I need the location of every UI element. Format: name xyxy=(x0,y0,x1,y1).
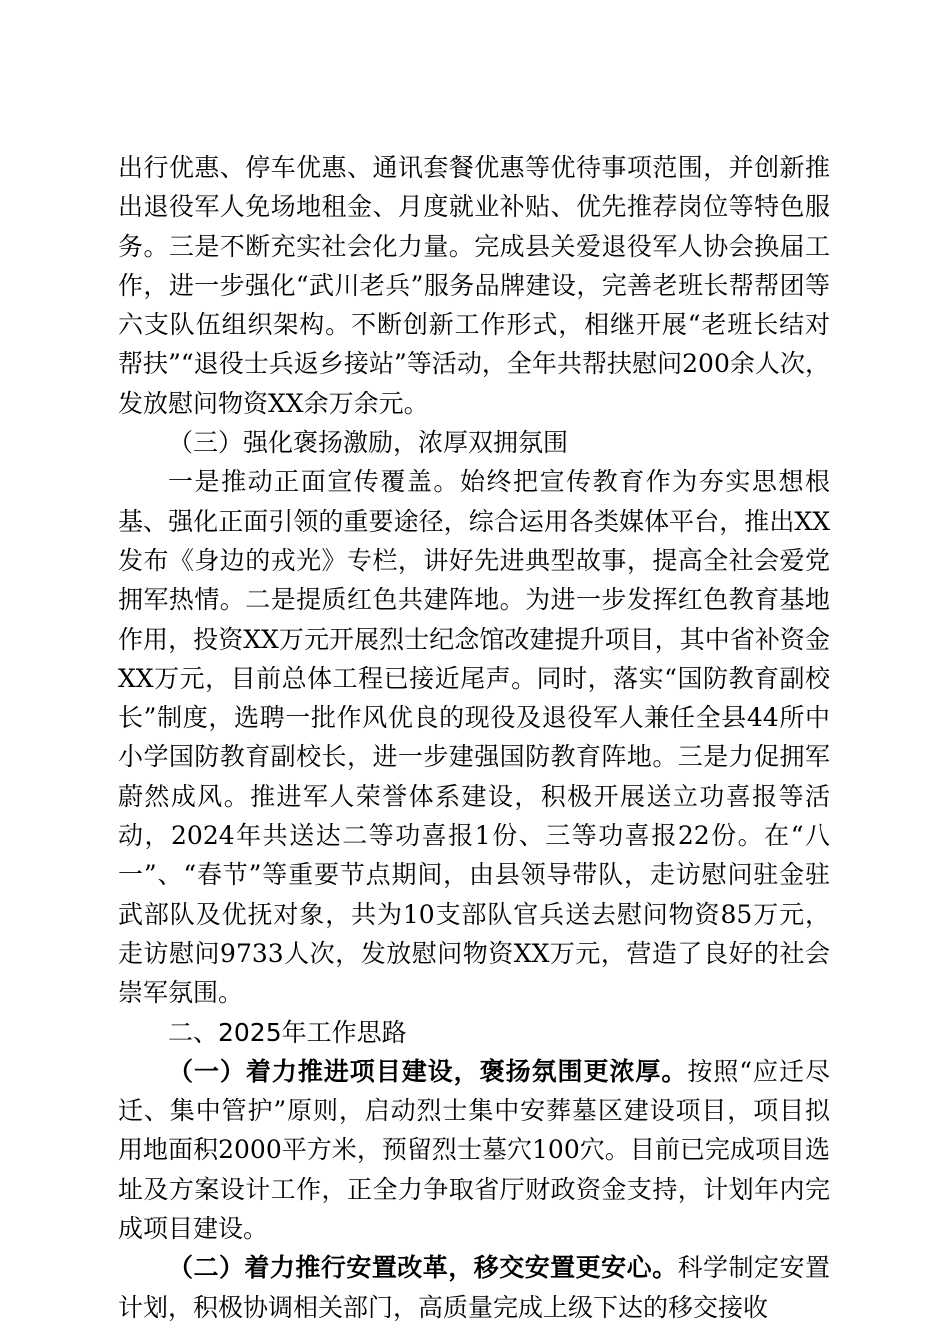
paragraph-continuation: 出行优惠、停车优惠、通讯套餐优惠等优待事项范围，并创新推出退役军人免场地租金、月度就业补贴、优先推荐岗位等特色服务。三是不断充实社会化力量。完成县关爱退役军人协会换届工作，进一步强化“武川老兵”服务品牌建设，完善老班长帮帮团等六支队伍组织架构。不断创新工作形式，相继开展“老班长结对帮扶”“退役士兵返乡接站”等活动，全年共帮扶慰问200余人次，发放慰问物资XX余万余元。 xyxy=(118,153,830,418)
document-page xyxy=(118,148,830,1327)
item-2-body: 科学制定安置计划，积极协调相关部门，高质量完成上级下达的移交接收 xyxy=(118,1253,830,1322)
item-2-lead: （二）着力推行安置改革，移交安置更安心。 xyxy=(168,1253,678,1283)
section-3-body: 一是推动正面宣传覆盖。始终把宣传教育作为夯实思想根基、强化正面引领的重要途径，综合运用各类媒体平台，推出XX发布《身边的戎光》专栏，讲好先进典型故事，提高全社会爱党拥军热情。二是提质红色共建阵地。为进一步发挥红色教育基地作用，投资XX万元开展烈士纪念馆改建提升项目，其中省补资金XX万元，目前总体工程已接近尾声。同时，落实“国防教育副校长”制度，选聘一批作风优良的现役及退役军人兼任全县44所中小学国防教育副校长，进一步建强国防教育阵地。三是力促拥军蔚然成风。推进军人荣誉体系建设，积极开展送立功喜报等活动，2024年共送达二等功喜报1份、三等功喜报22份。在“八一”、“春节”等重要节点期间，由县领导带队，走访慰问驻金驻武部队及优抚对象，共为10支部队官兵送去慰问物资85万元，走访慰问9733人次，发放慰问物资XX万元，营造了良好的社会崇军氛围。 xyxy=(118,467,830,1008)
section-3-heading: （三）强化褒扬激励，浓厚双拥氛围 xyxy=(168,428,569,458)
item-2-paragraph xyxy=(118,1248,830,1327)
item-1-body: 按照“应迁尽迁、集中管护”原则，启动烈士集中安葬墓区建设项目，项目拟用地面积2000平方米，预留烈士墓穴100穴。目前已完成项目选址及方案设计工作，正全力争取省厅财政资金支持，计划年内完成项目建设。 xyxy=(118,1056,830,1244)
item-1-paragraph xyxy=(118,1052,830,1248)
item-1-lead: （一）着力推进项目建设，褒扬氛围更浓厚。 xyxy=(168,1056,688,1086)
part-2-heading: 二、2025年工作思路 xyxy=(168,1017,407,1047)
